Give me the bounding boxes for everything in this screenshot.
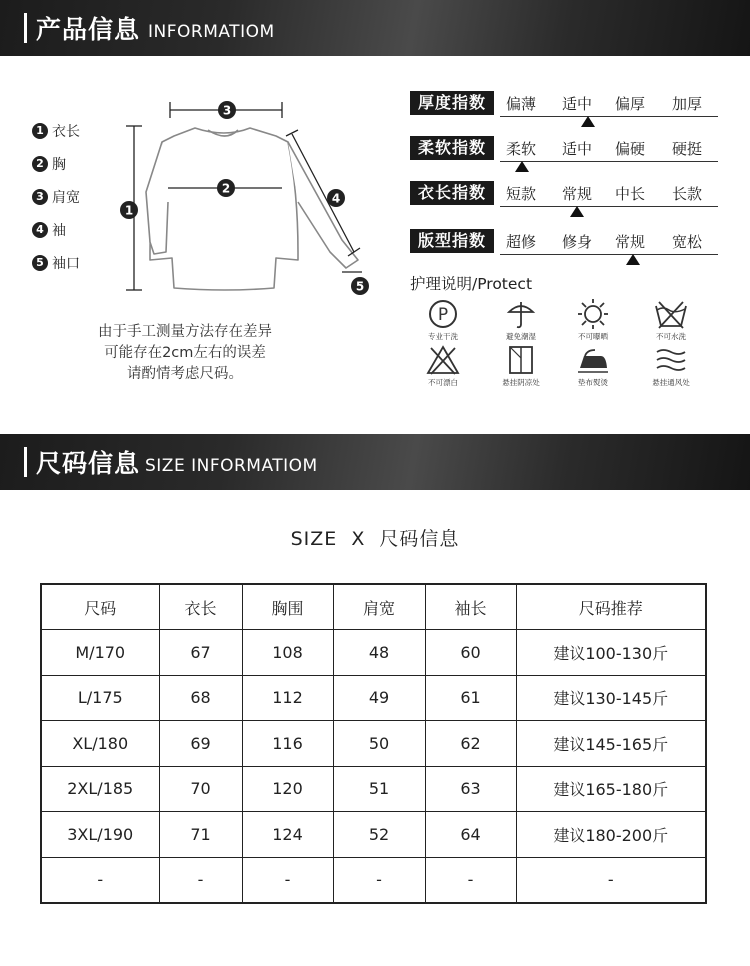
header-chest: 胸围 xyxy=(242,584,333,630)
index-label: 版型指数 xyxy=(410,229,494,253)
index-option: 适中 xyxy=(562,140,593,158)
index-scale-line xyxy=(500,161,718,162)
no-wash-icon xyxy=(653,298,689,330)
index-label: 柔软指数 xyxy=(410,136,494,160)
legend-label: 衣长 xyxy=(52,124,80,140)
table-cell: 120 xyxy=(242,766,333,812)
index-scale-line xyxy=(500,254,718,255)
hang-ventilate-icon xyxy=(653,344,689,376)
size-table xyxy=(40,583,707,904)
marker-number: 2 xyxy=(221,181,231,196)
table-cell: 61 xyxy=(425,675,516,721)
table-cell: 71 xyxy=(159,812,242,858)
table-cell: 63 xyxy=(425,766,516,812)
avoid-damp-icon xyxy=(505,298,537,330)
table-cell: 3XL/190 xyxy=(41,812,159,858)
hang-shade-icon xyxy=(505,344,537,376)
care-item xyxy=(486,344,556,388)
marker-number: 5 xyxy=(355,279,365,294)
marker-number: 4 xyxy=(331,191,341,206)
table-cell: 建议145-165斤 xyxy=(516,721,706,767)
index-option: 硬挺 xyxy=(672,140,703,158)
table-row xyxy=(41,630,706,676)
note-line: 可能存在2cm左右的误差 xyxy=(104,345,266,361)
marker-number: 3 xyxy=(222,103,232,118)
table-cell: 64 xyxy=(425,812,516,858)
index-marker-icon xyxy=(515,161,529,172)
table-cell: 67 xyxy=(159,630,242,676)
legend-label: 胸 xyxy=(52,157,66,173)
thickness-index-row xyxy=(410,91,720,121)
banner-accent-bar xyxy=(24,447,27,477)
table-cell: 建议165-180斤 xyxy=(516,766,706,812)
care-caption: 避免潮湿 xyxy=(506,332,536,341)
index-option: 偏薄 xyxy=(506,95,537,113)
banner-title-en: SIZE INFORMATIOM xyxy=(145,456,318,476)
table-row xyxy=(41,857,706,903)
table-cell: 48 xyxy=(333,630,425,676)
index-label: 厚度指数 xyxy=(410,91,494,115)
table-row xyxy=(41,812,706,858)
table-cell: 124 xyxy=(242,812,333,858)
header-shoulder: 肩宽 xyxy=(333,584,425,630)
legend-number: 4 xyxy=(32,222,48,238)
table-cell: 62 xyxy=(425,721,516,767)
legend-label: 肩宽 xyxy=(52,190,80,206)
measurement-note xyxy=(60,322,310,385)
table-cell: 建议100-130斤 xyxy=(516,630,706,676)
table-cell: 68 xyxy=(159,675,242,721)
table-cell: M/170 xyxy=(41,630,159,676)
table-cell: 108 xyxy=(242,630,333,676)
care-item xyxy=(408,298,478,342)
table-cell: 116 xyxy=(242,721,333,767)
product-info-banner xyxy=(0,0,750,56)
size-table-title: SIZE X 尺码信息 xyxy=(290,528,460,550)
table-cell: 建议180-200斤 xyxy=(516,812,706,858)
table-cell: 49 xyxy=(333,675,425,721)
index-scale-line xyxy=(500,206,718,207)
index-option: 超修 xyxy=(506,233,537,251)
marker-number: 1 xyxy=(124,203,134,218)
index-marker-icon xyxy=(581,116,595,127)
care-caption: 不可曝晒 xyxy=(578,332,608,341)
care-item xyxy=(558,298,628,342)
index-marker-icon xyxy=(570,206,584,217)
length-index-row xyxy=(410,181,720,211)
shirt-measurement-diagram xyxy=(110,92,390,312)
care-item xyxy=(636,344,706,388)
index-option: 中长 xyxy=(615,185,646,203)
table-row xyxy=(41,675,706,721)
care-caption: 不可水洗 xyxy=(656,332,686,341)
table-cell: 52 xyxy=(333,812,425,858)
care-caption: 垫布熨烫 xyxy=(578,378,608,387)
fit-index-row xyxy=(410,229,720,259)
legend-item xyxy=(32,120,80,142)
size-info-banner xyxy=(0,434,750,490)
table-cell: XL/180 xyxy=(41,721,159,767)
dry-clean-icon xyxy=(427,298,459,330)
table-row xyxy=(41,721,706,767)
header-size: 尺码 xyxy=(41,584,159,630)
legend-number: 2 xyxy=(32,156,48,172)
iron-cloth-icon xyxy=(575,344,611,376)
index-scale-line xyxy=(500,116,718,117)
softness-index-row xyxy=(410,136,720,166)
shirt-outline xyxy=(146,128,358,290)
banner-title-cn: 产品信息 xyxy=(36,15,141,44)
table-cell: 69 xyxy=(159,721,242,767)
table-cell: - xyxy=(159,857,242,903)
legend-number: 5 xyxy=(32,255,48,271)
legend-item xyxy=(32,219,66,241)
note-line: 请酌情考虑尺码。 xyxy=(127,366,243,382)
index-option: 柔软 xyxy=(506,140,537,158)
no-bleach-icon xyxy=(425,344,461,376)
banner-title-en: INFORMATIOM xyxy=(148,22,275,42)
legend-label: 袖 xyxy=(52,223,66,239)
index-option: 常规 xyxy=(615,233,646,251)
table-cell: 60 xyxy=(425,630,516,676)
legend-label: 袖口 xyxy=(52,256,80,272)
legend-item xyxy=(32,153,66,175)
table-cell: L/175 xyxy=(41,675,159,721)
index-option: 短款 xyxy=(506,185,537,203)
legend-item xyxy=(32,186,80,208)
table-cell: 建议130-145斤 xyxy=(516,675,706,721)
table-cell: - xyxy=(242,857,333,903)
care-item xyxy=(636,298,706,342)
care-caption: 悬挂通风处 xyxy=(652,378,690,387)
index-marker-icon xyxy=(626,254,640,265)
table-cell: - xyxy=(516,857,706,903)
care-item xyxy=(486,298,556,342)
legend-item xyxy=(32,252,80,274)
svg-text:P: P xyxy=(437,305,449,325)
index-option: 加厚 xyxy=(672,95,703,113)
index-option: 长款 xyxy=(672,185,703,203)
legend-number: 3 xyxy=(32,189,48,205)
legend-number: 1 xyxy=(32,123,48,139)
banner-title-cn: 尺码信息 xyxy=(36,449,141,478)
index-label: 衣长指数 xyxy=(410,181,494,205)
care-item xyxy=(558,344,628,388)
header-sleeve: 袖长 xyxy=(425,584,516,630)
table-cell: 51 xyxy=(333,766,425,812)
index-option: 偏厚 xyxy=(615,95,646,113)
table-row xyxy=(41,766,706,812)
index-option: 修身 xyxy=(562,233,593,251)
index-option: 宽松 xyxy=(672,233,703,251)
header-length: 衣长 xyxy=(159,584,242,630)
table-header-row xyxy=(41,584,706,630)
no-sun-icon xyxy=(576,298,610,330)
table-cell: 112 xyxy=(242,675,333,721)
table-cell: 50 xyxy=(333,721,425,767)
table-cell: 70 xyxy=(159,766,242,812)
note-line: 由于手工测量方法存在差异 xyxy=(98,324,272,340)
care-title: 护理说明/Protect xyxy=(410,275,533,293)
index-option: 常规 xyxy=(562,185,593,203)
index-option: 适中 xyxy=(562,95,593,113)
care-caption: 悬挂阴凉处 xyxy=(502,378,540,387)
index-option: 偏硬 xyxy=(615,140,646,158)
table-cell: - xyxy=(425,857,516,903)
care-caption: 专业干洗 xyxy=(428,332,458,341)
care-caption: 不可漂白 xyxy=(428,378,458,387)
header-recommend: 尺码推荐 xyxy=(516,584,706,630)
table-cell: 2XL/185 xyxy=(41,766,159,812)
banner-accent-bar xyxy=(24,13,27,43)
table-cell: - xyxy=(333,857,425,903)
table-cell: - xyxy=(41,857,159,903)
care-item xyxy=(408,344,478,388)
